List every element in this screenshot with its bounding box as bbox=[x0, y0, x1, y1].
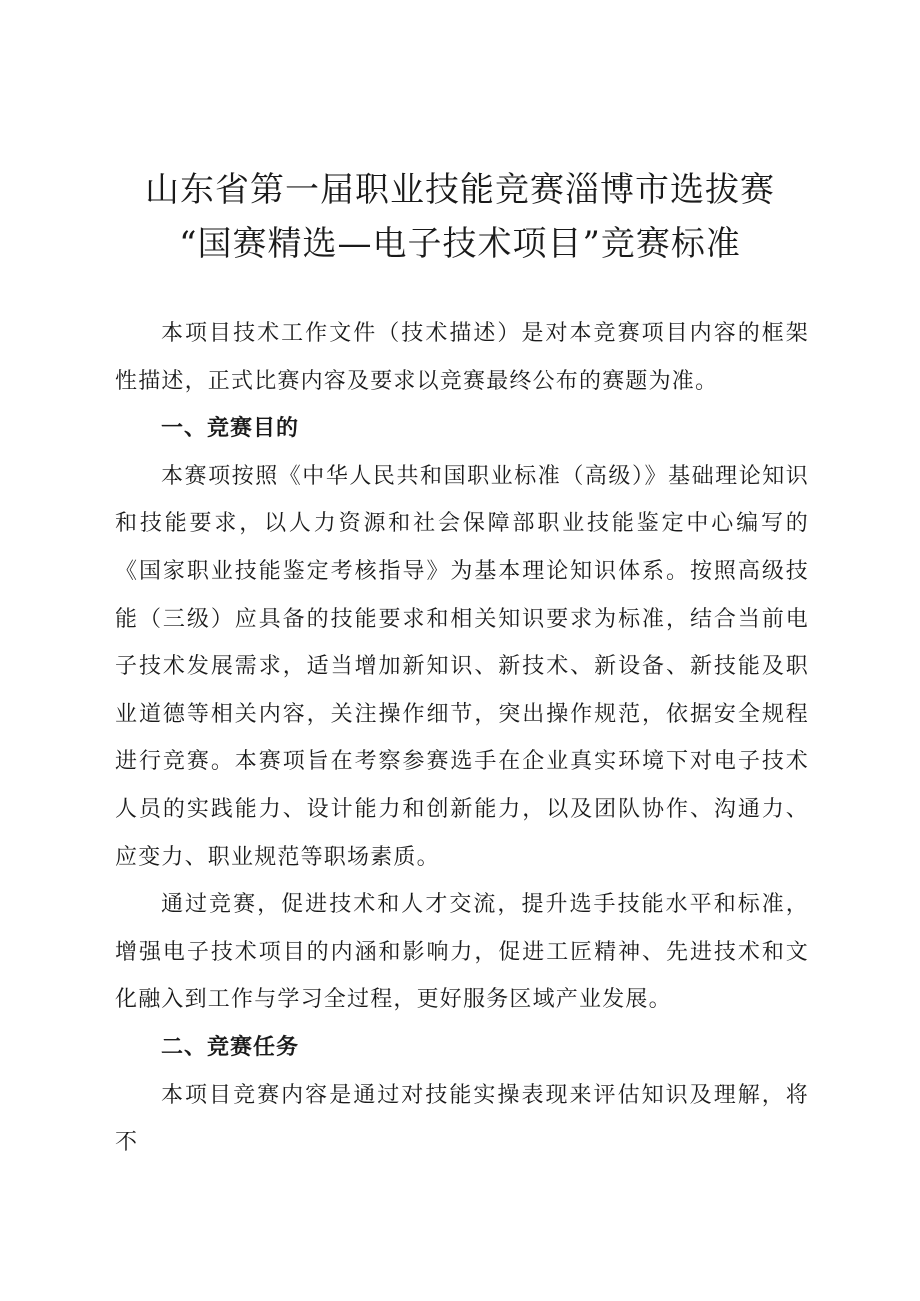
tasks-paragraph-1: 本项目竞赛内容是通过对技能实操表现来评估知识及理解，将不 bbox=[115, 1082, 809, 1156]
purpose-paragraph-1: 本赛项按照《中华人民共和国职业标准（高级）》基础理论知识和技能要求，以人力资源和社会保障部职业技能鉴定中心编写的《国家职业技能鉴定考核指导》为基本理论知识体系。按照高级技能（三级）应具备的技能要求和相关知识要求为标准，结合当前电子技术发展需求，适当增加新知识、新技术、新设备、新技能及职业道德等相关内容，关注操作细节，突出操作规范，依据安全规程进行竞赛。本赛项旨在考察参赛选手在企业真实环境下对电子技术人员的实践能力、设计能力和创新能力，以及团队协作、沟通力、应变力、职业规范等职场素质。 bbox=[115, 463, 809, 870]
purpose-paragraph-2: 通过竞赛，促进技术和人才交流，提升选手技能水平和标准，增强电子技术项目的内涵和影响力，促进工匠精神、先进技术和文化融入到工作与学习全过程，更好服务区域产业发展。 bbox=[115, 892, 809, 1013]
document-title bbox=[100, 163, 820, 271]
document-body bbox=[115, 310, 809, 1167]
title-line-2: “国赛精选—电子技术项目”竞赛标准 bbox=[179, 224, 741, 264]
section-heading-tasks: 二、竞赛任务 bbox=[161, 1033, 300, 1060]
section-heading-purpose: 一、竞赛目的 bbox=[161, 415, 300, 442]
intro-paragraph: 本项目技术工作文件（技术描述）是对本竞赛项目内容的框架性描述，正式比赛内容及要求以竞赛最终公布的赛题为准。 bbox=[115, 321, 809, 394]
title-line-1: 山东省第一届职业技能竞赛淄博市选拔赛 bbox=[145, 170, 775, 210]
